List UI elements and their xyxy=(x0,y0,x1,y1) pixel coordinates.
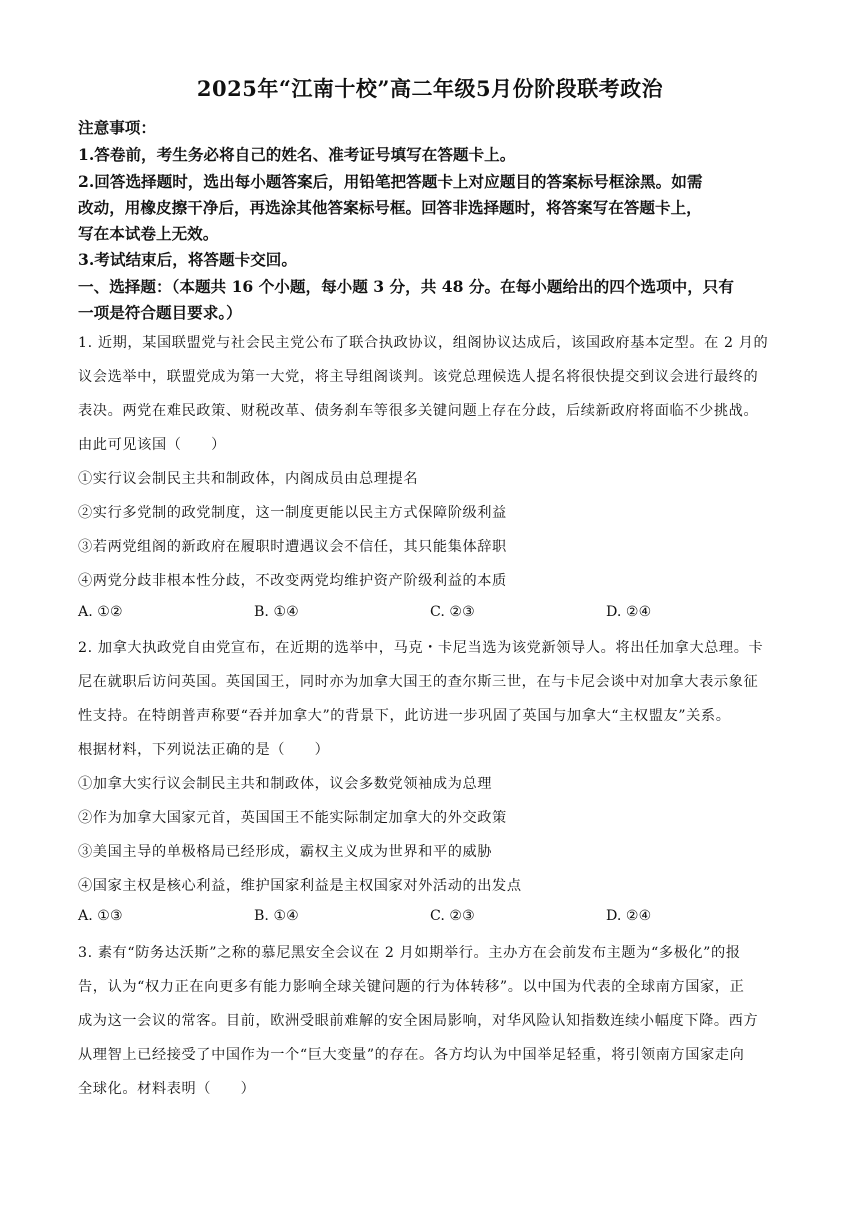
notice-item: 2.回答选择题时，选出每小题答案后，用铅笔把答题卡上对应题目的答案标号框涂黑。如需 xyxy=(78,172,703,191)
question-1-text: 由此可见该国（ ） xyxy=(78,437,226,453)
section-heading: 一、选择题：（本题共 16 个小题，每小题 3 分，共 48 分。在每小题给出的四个选项中，只有 xyxy=(78,277,734,296)
question-2-option-d: D. ②④ xyxy=(606,908,652,924)
question-3-text: 从理智上已经接受了中国作为一个“巨大变量”的存在。各方均认为中国举足轻重，将引领南方国家走向 xyxy=(78,1047,745,1063)
question-1-text: 表决。两党在难民政策、财税改革、债务刹车等很多关键问题上存在分歧，后续新政府将面临不少挑战。 xyxy=(78,403,759,419)
question-2-text: 性支持。在特朗普声称要“吞并加拿大”的背景下，此访进一步巩固了英国与加拿大“主权盟友”关系。 xyxy=(78,708,731,724)
question-1-statement: ③若两党组阁的新政府在履职时遭遇议会不信任，其只能集体辞职 xyxy=(78,539,507,555)
question-2-text: 2. 加拿大执政党自由党宣布，在近期的选举中，马克・卡尼当选为该党新领导人。将出任加拿大总理。卡 xyxy=(78,640,764,656)
question-1-option-c: C. ②③ xyxy=(430,604,475,620)
question-2-option-c: C. ②③ xyxy=(430,908,475,924)
question-1-option-d: D. ②④ xyxy=(606,604,652,620)
question-3-text: 成为这一会议的常客。目前，欧洲受眼前难解的安全困局影响，对华风险认知指数连续小幅度下降。西方 xyxy=(78,1013,759,1029)
question-2-option-a: A. ①③ xyxy=(78,908,123,924)
question-1-statement: ②实行多党制的政党制度，这一制度更能以民主方式保障阶级利益 xyxy=(78,505,507,521)
notice-item: 3.考试结束后，将答题卡交回。 xyxy=(78,250,297,269)
section-heading: 一项是符合题目要求。） xyxy=(78,303,242,322)
question-2-statement: ④国家主权是核心利益，维护国家利益是主权国家对外活动的出发点 xyxy=(78,878,522,894)
question-2-text: 尼在就职后访问英国。英国国王，同时亦为加拿大国王的查尔斯三世，在与卡尼会谈中对加拿大表示象征 xyxy=(78,674,759,690)
notice-heading: 注意事项： xyxy=(78,118,156,137)
question-1-statement: ①实行议会制民主共和制政体，内阁成员由总理提名 xyxy=(78,471,419,487)
question-2-statement: ③美国主导的单极格局已经形成，霸权主义成为世界和平的威胁 xyxy=(78,844,493,860)
question-2-option-b: B. ①④ xyxy=(254,908,299,924)
question-2-statement: ①加拿大实行议会制民主共和制政体，议会多数党领袖成为总理 xyxy=(78,776,493,792)
question-3-text: 告，认为“权力正在向更多有能力影响全球关键问题的行为体转移”。以中国为代表的全球南方国家，正 xyxy=(78,979,745,995)
question-1-text: 议会选举中，联盟党成为第一大党，将主导组阁谈判。该党总理候选人提名将很快提交到议会进行最终的 xyxy=(78,369,759,385)
question-1-option-a: A. ①② xyxy=(78,604,123,620)
question-1-text: 1. 近期，某国联盟党与社会民主党公布了联合执政协议，组阁协议达成后，该国政府基本定型。在 2 月的 xyxy=(78,335,769,351)
notice-item: 1.答卷前，考生务必将自己的姓名、准考证号填写在答题卡上。 xyxy=(78,145,516,164)
notice-item: 改动，用橡皮擦干净后，再选涂其他答案标号框。回答非选择题时，将答案写在答题卡上， xyxy=(78,198,702,217)
question-3-text: 全球化。材料表明（ ） xyxy=(78,1081,256,1097)
page-title: 2025年“江南十校”高二年级5月份阶段联考政治 xyxy=(196,76,664,101)
question-1-statement: ④两党分歧非根本性分歧，不改变两党均维护资产阶级利益的本质 xyxy=(78,573,507,589)
question-1-option-b: B. ①④ xyxy=(254,604,299,620)
question-2-statement: ②作为加拿大国家元首，英国国王不能实际制定加拿大的外交政策 xyxy=(78,810,507,826)
notice-item: 写在本试卷上无效。 xyxy=(78,224,219,243)
question-2-text: 根据材料，下列说法正确的是（ ） xyxy=(78,742,330,758)
question-3-text: 3. 素有“防务达沃斯”之称的慕尼黑安全会议在 2 月如期举行。主办方在会前发布主题为“多极化”的报 xyxy=(78,945,741,961)
